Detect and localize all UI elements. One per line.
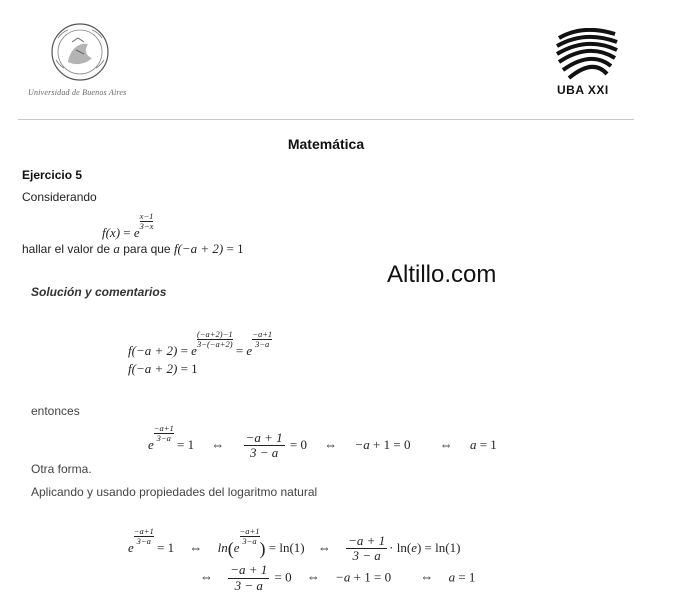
uba-xxi-label: UBA XXI — [557, 83, 609, 97]
aplicando-text: Aplicando y usando propiedades del logaritmo natural — [31, 485, 318, 499]
hallar-line — [22, 241, 244, 257]
solution-step-1: f(−a + 2) = e $\frac{(-a+2)-1}{3-(-a+2)}$ = e $\frac{-a+1}{3-a}$ — [128, 329, 273, 358]
page-title: Matemática — [287, 136, 365, 152]
considerando-text: Considerando — [22, 190, 97, 204]
seal-script-caption: Universidad de Buenos Aires — [28, 88, 127, 97]
condition-expression: f(−a + 2) = 1 — [173, 241, 244, 256]
uba-xxi-logo — [553, 28, 623, 100]
entonces-text: entonces — [31, 404, 80, 418]
variable-a: a — [113, 241, 120, 256]
log-equation-line-1: e $\frac{-a+1}{3-a}$ = 1 ⇔ ln(e $\frac{-a+1}{3-a}$ ) = ln(1) ⇔ $\frac{-a + 1}{3 - a}$ · ln(e) = ln(1) — [128, 526, 461, 564]
solucion-heading: Solución y comentarios — [31, 285, 167, 299]
solution-step-2: f(−a + 2) = 1 — [128, 361, 198, 376]
altillo-watermark: Altillo.com — [387, 261, 497, 288]
uba-stripes-icon — [553, 28, 623, 84]
log-equation-line-2: ⇔ $\frac{-a + 1}{3 - a}$ = 0 ⇔ −a + 1 = 0 ⇔ a = 1 — [200, 562, 476, 593]
header-divider — [18, 119, 634, 120]
otra-forma-text: Otra forma. — [31, 462, 92, 476]
exercise-heading: Ejercicio 5 — [22, 168, 83, 182]
hallar-mid: para que — [119, 242, 174, 256]
university-seal — [28, 20, 138, 102]
hallar-prefix: hallar el valor de — [22, 242, 114, 256]
entonces-equation: e $\frac{-a+1}{3-a}$ = 1 ⇔ $\frac{-a + 1}{3 - a}$ = 0 ⇔ −a + 1 = 0 ⇔ a = 1 — [148, 423, 497, 461]
function-definition: f(x) = e $\frac{x-1}{3-x}$ — [102, 211, 154, 240]
